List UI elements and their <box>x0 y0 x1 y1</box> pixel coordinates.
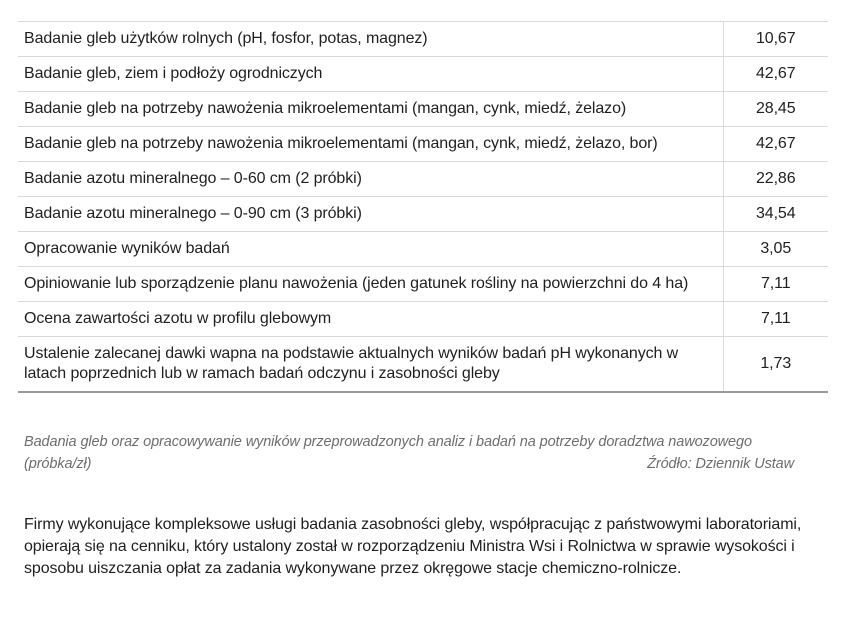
service-price: 7,11 <box>723 267 828 302</box>
caption-source: Źródło: Dziennik Ustaw <box>647 456 794 472</box>
service-description: Badanie gleb na potrzeby nawożenia mikroelementami (mangan, cynk, miedź, żelazo) <box>18 92 723 127</box>
table-row <box>18 267 828 302</box>
service-description: Ocena zawartości azotu w profilu glebowym <box>18 302 723 337</box>
table-row <box>18 92 828 127</box>
service-description: Badanie gleb na potrzeby nawożenia mikroelementami (mangan, cynk, miedź, żelazo, bor) <box>18 127 723 162</box>
service-description: Opiniowanie lub sporządzenie planu nawożenia (jeden gatunek rośliny na powierzchni do 4 ha) <box>18 267 723 302</box>
table-row <box>18 57 828 92</box>
service-description: Ustalenie zalecanej dawki wapna na podstawie aktualnych wyników badań pH wykonanych w latach poprzednich lub w ramach badań odczynu i zasobności gleby <box>18 337 723 393</box>
service-description: Opracowanie wyników badań <box>18 232 723 267</box>
table-row <box>18 22 828 57</box>
table-caption <box>24 431 794 475</box>
service-description: Badanie azotu mineralnego – 0-60 cm (2 próbki) <box>18 162 723 197</box>
table-row <box>18 162 828 197</box>
table-row <box>18 302 828 337</box>
service-description: Badanie gleb użytków rolnych (pH, fosfor, potas, magnez) <box>18 22 723 57</box>
price-table <box>18 21 828 393</box>
service-description: Badanie gleb, ziem i podłoży ogrodniczych <box>18 57 723 92</box>
service-price: 34,54 <box>723 197 828 232</box>
service-price: 42,67 <box>723 127 828 162</box>
service-price: 22,86 <box>723 162 828 197</box>
service-price: 1,73 <box>723 337 828 393</box>
body-paragraph: Firmy wykonujące kompleksowe usługi badania zasobności gleby, współpracując z państwowymi laboratoriami, opierają się na cenniku, który ustalony został w rozporządzeniu Ministra Wsi i Rolnictwa w sprawie wysokości i sposobu uiszczania opłat za zadania wykonywane przez okręgowe stacje chemiczno-rolnicze. <box>24 516 802 577</box>
service-price: 42,67 <box>723 57 828 92</box>
caption-line: Badania gleb oraz opracowywanie wyników przeprowadzonych analiz i badań na potrzeby doradztwa nawozowego <box>24 434 752 450</box>
price-table-container <box>18 21 828 393</box>
caption-unit: (próbka/zł) <box>24 456 92 472</box>
service-price: 28,45 <box>723 92 828 127</box>
table-row <box>18 197 828 232</box>
service-price: 7,11 <box>723 302 828 337</box>
service-description: Badanie azotu mineralnego – 0-90 cm (3 próbki) <box>18 197 723 232</box>
table-row <box>18 337 828 393</box>
table-row <box>18 127 828 162</box>
service-price: 10,67 <box>723 22 828 57</box>
service-price: 3,05 <box>723 232 828 267</box>
table-row <box>18 232 828 267</box>
